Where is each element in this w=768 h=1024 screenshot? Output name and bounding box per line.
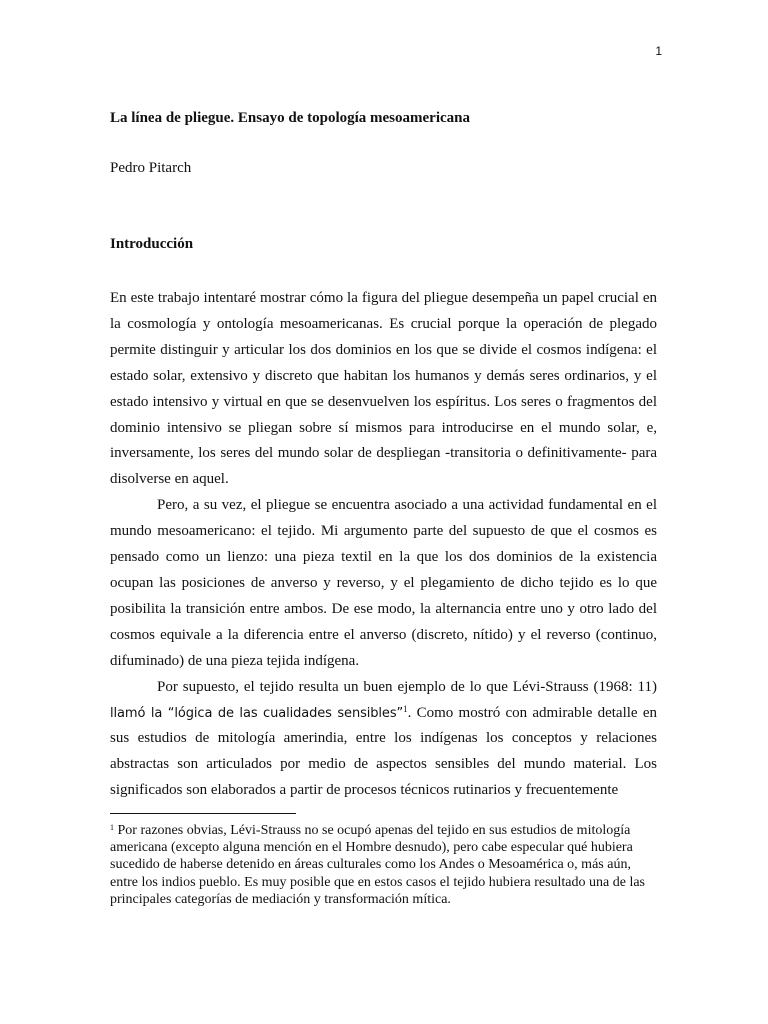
paragraph-3 [110,675,657,805]
paragraph-3-text-end: . Como mostró con admirable detalle en sus estudios de mitología amerindia, entre los indígenas los conceptos y relaciones abstractas son articulados por medio de aspectos sensibles del mundo material. Los significados son elaborados a partir de procesos técnicos rutinarios y frecuentemente [110,704,657,799]
paragraph-2: Pero, a su vez, el pliegue se encuentra asociado a una actividad fundamental en el mundo mesoamericano: el tejido. Mi argumento parte del supuesto de que el cosmos es pensado como un lienzo: una pieza textil en la que los dos dominios de la existencia ocupan las posiciones de anverso y reverso, y el plegamiento de dicho tejido es lo que posibilita la transición entre ambos. De ese modo, la alternancia entre uno y otro lado del cosmos equivale a la diferencia entre el anverso (discreto, nítido) y el reverso (continuo, difuminado) de una pieza tejida indígena. [110,497,657,669]
footnote-reference[interactable]: 1 [403,703,408,714]
section-heading: Introducción [110,236,194,252]
document-title: La línea de pliegue. Ensayo de topología mesoamericana [110,110,470,126]
quoted-phrase: llamó la “lógica de las cualidades sensibles” [110,705,404,721]
footnote-marker: 1 [110,823,114,832]
paragraph-3-text-start: Por supuesto, el tejido resulta un buen ejemplo de lo que Lévi-Strauss (1968: 11) [157,678,657,695]
footnote-text: Por razones obvias, Lévi-Strauss no se ocupó apenas del tejido en sus estudios de mitología americana (excepto alguna mención en el Hombre desnudo), pero cabe especular qué hubiera sucedido de haberse detenido en áreas culturales como los Andes o Mesoamérica o, más aún, entre los indios pueblo. Es muy posible que en estos casos el tejido hubiera resultado una de las principales categorías de mediación y transformación mítica. [110,823,645,907]
body-text [110,286,657,804]
footnote-separator [110,813,296,814]
author-name: Pedro Pitarch [110,160,192,176]
footnote [110,822,650,908]
paragraph-1: En este trabajo intentaré mostrar cómo la figura del pliegue desempeña un papel crucial en la cosmología y ontología mesoamericanas. Es crucial porque la operación de plegado permite distinguir y articular los dos dominios en los que se divide el cosmos indígena: el estado solar, extensivo y discreto que habitan los humanos y demás seres ordinarios, y el estado intensivo y virtual en que se desenvuelven los espíritus. Los seres o fragmentos del dominio intensivo se pliegan sobre sí mismos para introducirse en el mundo solar, e, inversamente, los seres del mundo solar de despliegan -transitoria o definitivamente- para disolverse en aquel. [110,290,657,488]
page-number: 1 [655,44,662,58]
